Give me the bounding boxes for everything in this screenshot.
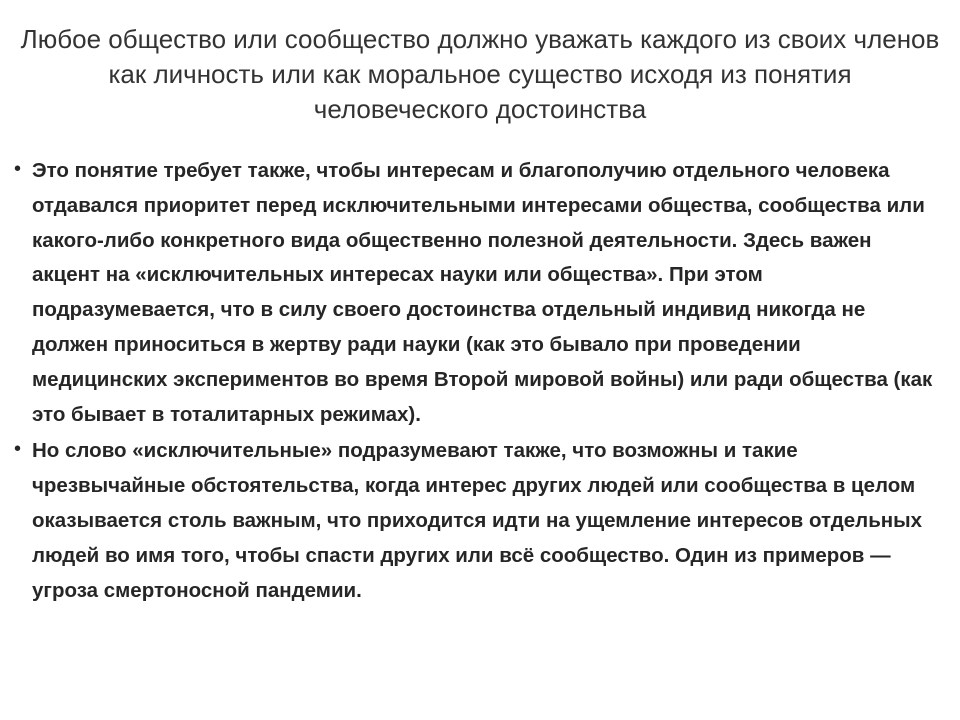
bullet-item — [14, 434, 939, 608]
slide-title: Любое общество или сообщество должно уважать каждого из своих членов как личность или как моральное существо исходя из понятия человеческого достоинства — [20, 24, 940, 124]
bullet-text: Это понятие требует также, чтобы интересам и благополучию отдельного человека отдавался приоритет перед исключительными интересами общества, сообщества или какого-либо конкретного вида общественно полезной деятельности. Здесь важен акцент на «исключительных интересах науки или общества». При этом подразумевается, что в силу своего достоинства отдельный индивид никогда не должен приноситься в жертву ради науки (как это бывало при проведении медицинских экспериментов во время Второй мировой войны) или ради общества (как это бывает в тоталитарных режимах). — [32, 159, 933, 426]
bullet-marker-icon: • — [14, 438, 22, 461]
bullet-list — [14, 154, 939, 610]
bullet-item — [14, 154, 939, 432]
bullet-text: Но слово «исключительные» подразумевают также, что возможны и такие чрезвычайные обстоятельства, когда интерес других людей или сообщества в целом оказывается столь важным, что приходится идти на ущемление интересов отдельных людей во имя того, чтобы спасти других или всё сообщество. Один из примеров — угроза смертоносной пандемии. — [32, 439, 923, 602]
bullet-marker-icon: • — [14, 158, 22, 180]
